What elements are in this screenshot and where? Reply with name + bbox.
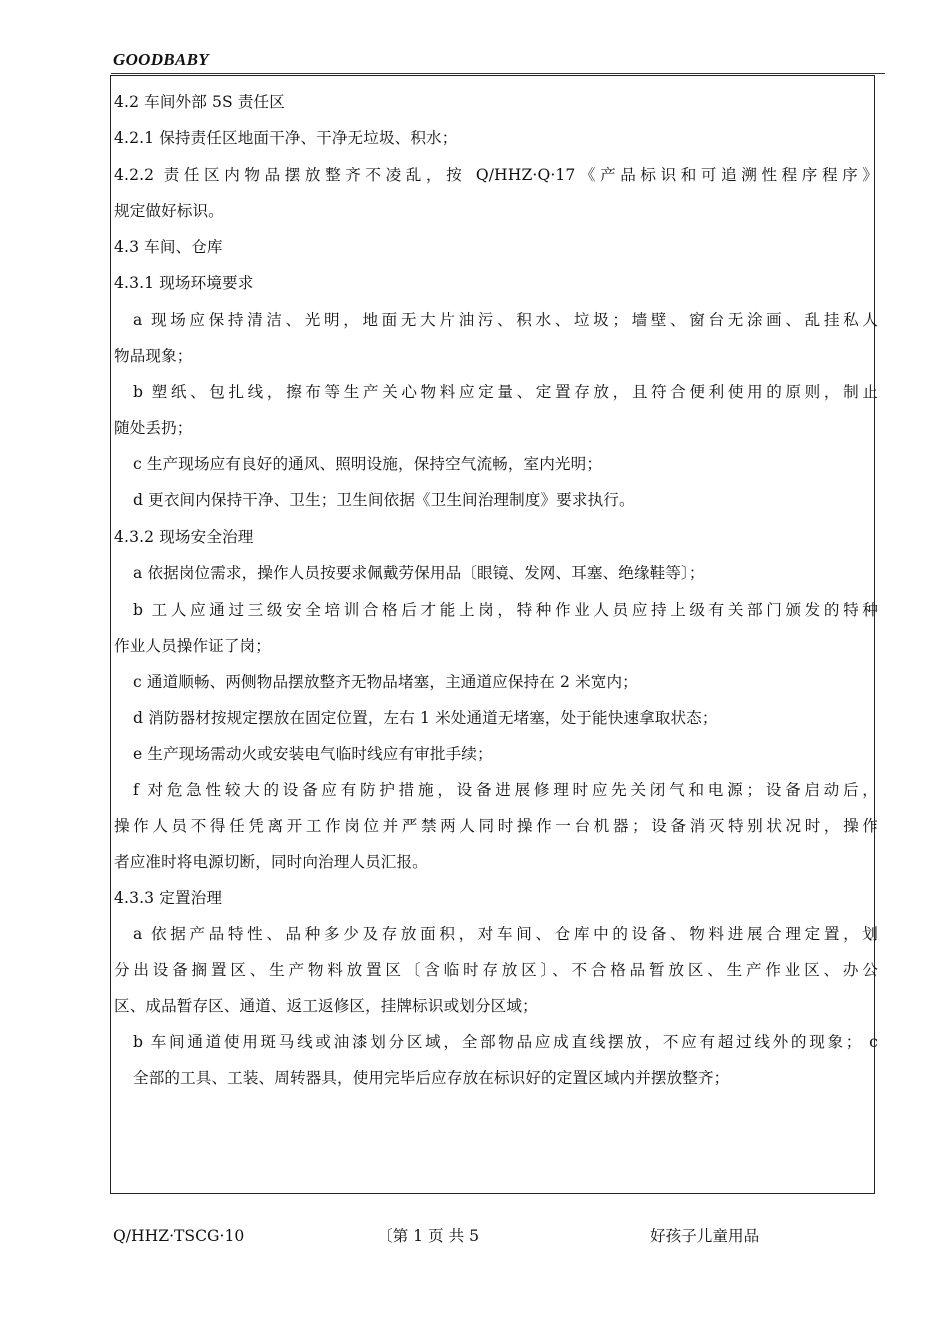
header-rule	[111, 73, 885, 74]
text-line: 作业人员操作证了岗；	[114, 637, 271, 655]
text-line: d 更衣间内保持干净、卫生；卫生间依据《卫生间治理制度》要求执行。	[133, 491, 635, 509]
text-line: 物品现象；	[114, 347, 193, 365]
section-heading: 4.2 车间外部 5S 责任区	[114, 93, 285, 111]
text-line: a 现场应保持清洁、光明，地面无大片油污、积水、垃圾；墙壁、窗台无涂画、乱挂私人	[133, 311, 878, 329]
text-line: d 消防器材按规定摆放在固定位置，左右 1 米处通道无堵塞，处于能快速拿取状态；	[133, 709, 718, 727]
footer-doc-code: Q/HHZ·TSCG·10	[113, 1227, 245, 1245]
text-line: c 通道顺畅、两侧物品摆放整齐无物品堵塞，主通道应保持在 2 米宽内；	[133, 673, 638, 691]
text-line: 规定做好标识。	[114, 202, 224, 220]
text-line: b 工人应通过三级安全培训合格后才能上岗，特种作业人员应持上级有关部门颁发的特种	[133, 601, 878, 619]
text-line: b 车间通道使用斑马线或油漆划分区域，全部物品应成直线摆放，不应有超过线外的现象； c	[133, 1033, 878, 1051]
section-heading: 4.3 车间、仓库	[114, 238, 223, 256]
text-line: b 塑纸、包扎线，擦布等生产关心物料应定量、定置存放，且符合便利使用的原则，制止	[133, 383, 878, 401]
text-line: a 依据岗位需求，操作人员按要求佩戴劳保用品〔眼镜、发网、耳塞、绝缘鞋等〕；	[133, 564, 705, 582]
subsection-heading: 4.3.1 现场环境要求	[114, 274, 254, 292]
text-line: 操作人员不得任凭离开工作岗位并严禁两人同时操作一台机器；设备消灭特别状况时，操作	[114, 817, 878, 835]
text-line: c 生产现场应有良好的通风、照明设施，保持空气流畅，室内光明；	[133, 455, 603, 473]
text-line: 全部的工具、工装、周转器具，使用完毕后应存放在标识好的定置区域内并摆放整齐；	[133, 1069, 730, 1087]
text-line: a 依据产品特性、品种多少及存放面积，对车间、仓库中的设备、物料进展合理定置，划	[133, 925, 878, 943]
subsection-heading: 4.3.2 现场安全治理	[114, 528, 254, 546]
text-line: 区、成品暂存区、通道、返工返修区，挂牌标识或划分区域；	[114, 997, 538, 1015]
text-line: 4.2.1 保持责任区地面干净、干净无垃圾、积水；	[114, 129, 458, 147]
text-line: 4.2.2 责任区内物品摆放整齐不凌乱，按 Q/HHZ·Q·17《产品标识和可追溯性程序程序》	[114, 166, 878, 184]
text-line: 随处丢扔；	[114, 419, 193, 437]
footer-page-info: 〔第 1 页 共 5	[377, 1227, 480, 1245]
footer-company: 好孩子儿童用品	[650, 1227, 760, 1245]
text-line: 分出设备搁置区、生产物料放置区〔含临时存放区〕、不合格品暂放区、生产作业区、办公	[114, 961, 878, 979]
subsection-heading: 4.3.3 定置治理	[114, 889, 223, 907]
text-line: e 生产现场需动火或安装电气临时线应有审批手续；	[133, 745, 493, 763]
text-line: 者应准时将电源切断，同时向治理人员汇报。	[114, 853, 428, 871]
brand-name: GOODBABY	[113, 50, 209, 69]
text-line: f 对危急性较大的设备应有防护措施，设备进展修理时应先关闭气和电源；设备启动后，	[133, 781, 878, 799]
